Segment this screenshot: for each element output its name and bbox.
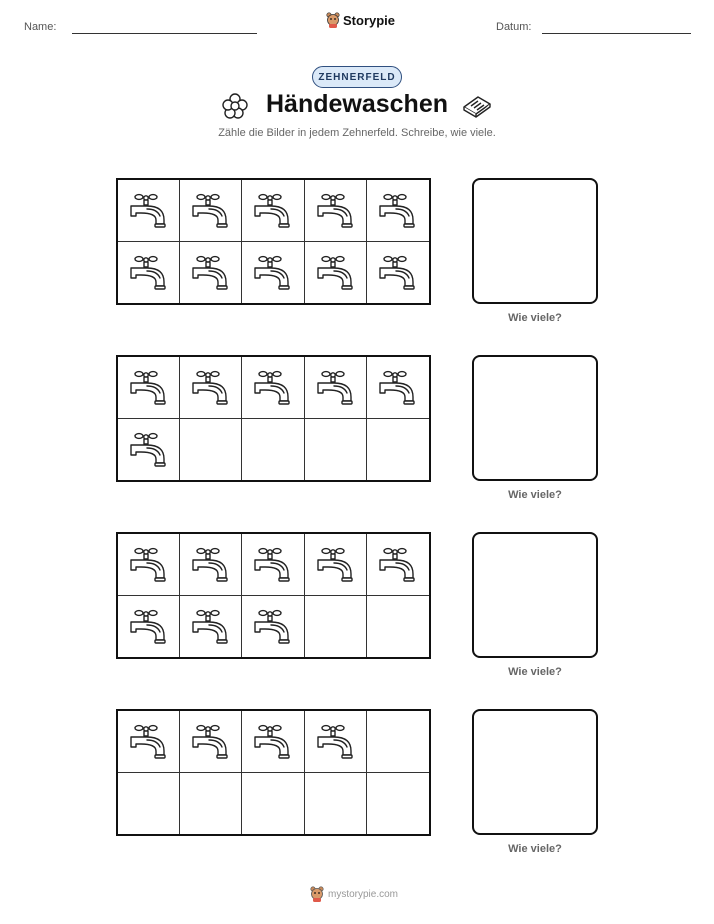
faucet-icon xyxy=(127,546,167,586)
ten-frame-cell xyxy=(118,534,180,596)
faucet-icon xyxy=(189,369,229,409)
ten-frame-cell xyxy=(180,596,242,658)
faucet-icon xyxy=(127,723,167,763)
name-line[interactable] xyxy=(72,33,257,34)
ten-frame-cell xyxy=(118,711,180,773)
ten-frame xyxy=(116,532,431,659)
faucet-icon xyxy=(314,546,354,586)
ten-frame-cell xyxy=(118,773,180,835)
ten-frame-cell xyxy=(242,773,304,835)
brand-logo xyxy=(326,12,395,28)
ten-frame-cell xyxy=(305,357,367,419)
page-title: Händewaschen xyxy=(265,90,448,118)
ten-frame-cell xyxy=(305,773,367,835)
faucet-icon xyxy=(127,254,167,294)
ten-frame-cell xyxy=(242,242,304,304)
date-line[interactable] xyxy=(542,33,691,34)
worksheet-type-badge: ZEHNERFELD xyxy=(312,66,402,88)
answer-box[interactable] xyxy=(472,709,598,835)
ten-frame-cell xyxy=(118,419,180,481)
ten-frame-cell xyxy=(180,419,242,481)
faucet-icon xyxy=(251,723,291,763)
ten-frame-cell xyxy=(367,419,429,481)
faucet-icon xyxy=(127,608,167,648)
ten-frame-cell xyxy=(367,242,429,304)
ten-frame-cell xyxy=(367,773,429,835)
ten-frame-cell xyxy=(305,711,367,773)
ten-frame-cell xyxy=(305,242,367,304)
ten-frame-cell xyxy=(118,357,180,419)
ten-frame xyxy=(116,355,431,482)
ten-frame-cell xyxy=(242,534,304,596)
ten-frame-cell xyxy=(180,242,242,304)
answer-box[interactable] xyxy=(472,355,598,481)
ten-frame-cell xyxy=(242,596,304,658)
ten-frame-cell xyxy=(180,773,242,835)
ten-frame xyxy=(116,178,431,305)
answer-box[interactable] xyxy=(472,178,598,304)
faucet-icon xyxy=(314,723,354,763)
ten-frame-cell xyxy=(242,180,304,242)
faucet-icon xyxy=(251,546,291,586)
ten-frame-cell xyxy=(305,596,367,658)
ten-frame-cell xyxy=(305,419,367,481)
answer-label: Wie viele? xyxy=(508,489,562,501)
answer-label: Wie viele? xyxy=(508,666,562,678)
faucet-icon xyxy=(251,192,291,232)
faucet-icon xyxy=(376,369,416,409)
ten-frame-cell xyxy=(180,711,242,773)
faucet-icon xyxy=(189,546,229,586)
faucet-icon xyxy=(189,723,229,763)
faucet-icon xyxy=(314,254,354,294)
answer-label: Wie viele? xyxy=(508,843,562,855)
faucet-icon xyxy=(189,192,229,232)
name-label: Name: xyxy=(24,21,57,33)
bear-icon xyxy=(310,886,324,902)
instructions: Zähle die Bilder in jedem Zehnerfeld. Schreibe, wie viele. xyxy=(218,127,496,139)
ten-frame-cell xyxy=(242,357,304,419)
ten-frame-cell xyxy=(305,534,367,596)
faucet-icon xyxy=(251,254,291,294)
faucet-icon xyxy=(189,608,229,648)
brand-name: Storypie xyxy=(343,12,396,28)
bear-icon xyxy=(326,12,340,28)
faucet-icon xyxy=(314,192,354,232)
ten-frame-cell xyxy=(242,711,304,773)
ten-frame-cell xyxy=(367,357,429,419)
answer-label: Wie viele? xyxy=(508,312,562,324)
ten-frame-cell xyxy=(367,596,429,658)
faucet-icon xyxy=(376,254,416,294)
date-label: Datum: xyxy=(496,21,532,33)
faucet-icon xyxy=(127,369,167,409)
faucet-icon xyxy=(314,369,354,409)
faucet-icon xyxy=(127,431,167,471)
ten-frame-cell xyxy=(367,534,429,596)
answer-box[interactable] xyxy=(472,532,598,658)
ten-frame xyxy=(116,709,431,836)
soap-bar-icon xyxy=(461,93,493,119)
footer xyxy=(310,886,398,902)
ten-frame-cell xyxy=(367,711,429,773)
faucet-icon xyxy=(189,254,229,294)
ten-frame-cell xyxy=(118,242,180,304)
ten-frame-cell xyxy=(118,180,180,242)
ten-frame-cell xyxy=(367,180,429,242)
ten-frame-cell xyxy=(180,534,242,596)
faucet-icon xyxy=(376,546,416,586)
ten-frame-cell xyxy=(180,180,242,242)
footer-site: mystorypie.com xyxy=(328,888,399,900)
ten-frame-cell xyxy=(242,419,304,481)
faucet-icon xyxy=(127,192,167,232)
faucet-icon xyxy=(376,192,416,232)
ten-frame-cell xyxy=(118,596,180,658)
faucet-icon xyxy=(251,369,291,409)
ten-frame-cell xyxy=(180,357,242,419)
ten-frame-cell xyxy=(305,180,367,242)
faucet-icon xyxy=(251,608,291,648)
